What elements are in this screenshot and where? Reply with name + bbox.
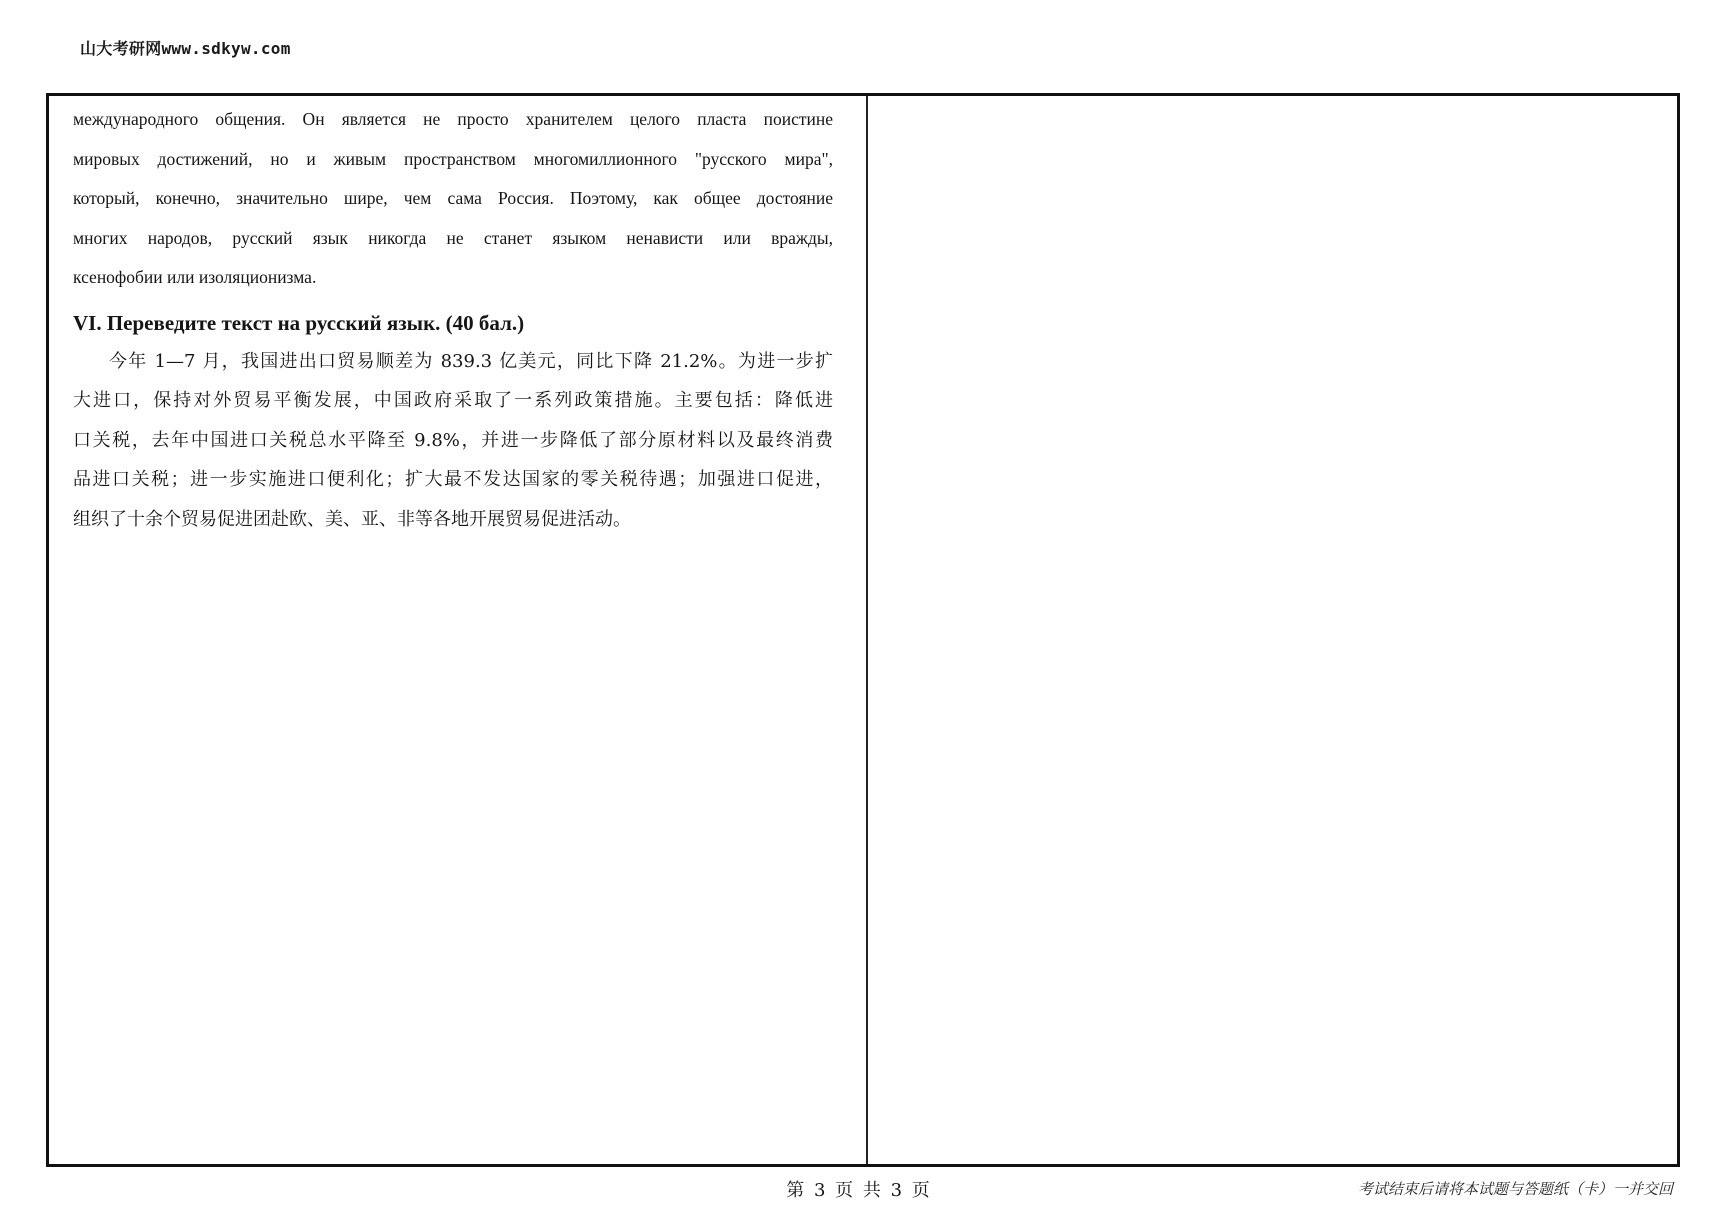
right-column-blank: [869, 96, 1677, 1164]
russian-line: ксенофобии или изоляционизма.: [73, 267, 317, 287]
russian-line: мировых достижений, но и живым пространством многомиллионного "русского мира",: [73, 148, 833, 169]
site-watermark: 山大考研网www.sdkyw.com: [80, 39, 291, 58]
chinese-line: 组织了十余个贸易促进团赴欧、美、亚、非等各地开展贸易促进活动。: [73, 508, 631, 530]
footer-note: 考试结束后请将本试题与答题纸（卡）一并交回: [1357, 1180, 1673, 1198]
chinese-line: 大进口，保持对外贸易平衡发展，中国政府采取了一系列政策措施。主要包括：降低进: [73, 390, 833, 411]
left-column: [73, 100, 833, 539]
russian-paragraph: [73, 100, 833, 298]
russian-line: который, конечно, значительно шире, чем сама Россия. Поэтому, как общее достояние: [73, 188, 833, 208]
column-divider: [866, 96, 868, 1164]
russian-line: международного общения. Он является не просто хранителем целого пласта поистине: [73, 109, 833, 129]
exam-sheet: [46, 93, 1680, 1167]
page-number: 第 3 页 共 3 页: [786, 1180, 932, 1201]
chinese-line: 口关税，去年中国进口关税总水平降至 9.8%，并进一步降低了部分原材料以及最终消费: [73, 429, 833, 451]
chinese-paragraph: [73, 342, 833, 540]
chinese-line: 今年 1—7 月，我国进出口贸易顺差为 839.3 亿美元，同比下降 21.2%。为进一步扩: [109, 350, 833, 372]
chinese-line: 品进口关税；进一步实施进口便利化；扩大最不发达国家的零关税待遇；加强进口促进，: [73, 469, 833, 490]
section-heading: VI. Переведите текст на русский язык. (40 бал.): [73, 310, 525, 335]
russian-line: многих народов, русский язык никогда не станет языком ненависти или вражды,: [73, 227, 833, 248]
